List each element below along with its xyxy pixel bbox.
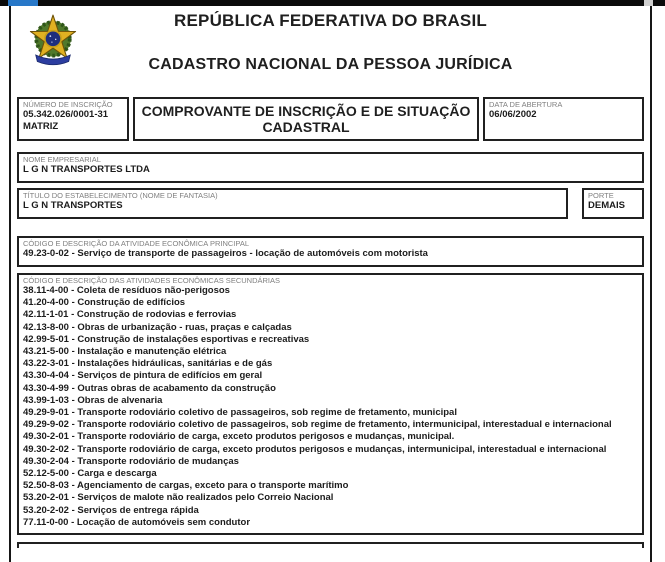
activity-item: 49.29-9-02 - Transporte rodoviário coletivo de passageiros, sob regime de fretamento, intermunicipal, interestadual e internacional	[23, 419, 612, 431]
activity-item: 43.21-5-00 - Instalação e manutenção elétrica	[23, 346, 227, 358]
activity-item: 38.11-4-00 - Coleta de resíduos não-perigosos	[23, 285, 230, 296]
activity-item: 77.11-0-00 - Locação de automóveis sem condutor	[23, 516, 251, 528]
next-section-partial-box	[17, 542, 644, 548]
secondary-activities-label: CÓDIGO E DESCRIÇÃO DAS ATIVIDADES ECONÔMICAS SECUNDÁRIAS	[23, 276, 280, 285]
republic-title: REPÚBLICA FEDERATIVA DO BRASIL	[174, 11, 487, 30]
company-size-value: DEMAIS	[588, 200, 625, 211]
activity-item: 53.20-2-02 - Serviços de entrega rápida	[23, 504, 199, 516]
secondary-activities-list	[23, 285, 638, 529]
company-name-box	[17, 152, 644, 183]
identification-row	[17, 97, 644, 141]
company-size-box	[582, 188, 644, 219]
activity-item: 42.99-5-01 - Construção de instalações esportivas e recreativas	[23, 333, 310, 345]
trade-name-value: L G N TRANSPORTES	[23, 200, 123, 211]
certificate-title: COMPROVANTE DE INSCRIÇÃO E DE SITUAÇÃO CADASTRAL	[141, 102, 471, 135]
activity-item: 41.20-4-00 - Construção de edifícios	[23, 297, 186, 309]
activity-item: 42.11-1-01 - Construção de rodovias e ferrovias	[23, 309, 237, 321]
main-activity-box	[17, 236, 644, 267]
document-header	[17, 6, 644, 92]
trade-name-box	[17, 188, 568, 219]
activity-item: 49.30-2-04 - Transporte rodoviário de mudanças	[23, 455, 239, 467]
activity-item: 52.12-5-00 - Carga e descarga	[23, 468, 157, 480]
activity-item: 49.30-2-02 - Transporte rodoviário de carga, exceto produtos perigosos e mudanças, intermunicipal, interestadual e internacional	[23, 443, 607, 455]
activity-item: 49.30-2-01 - Transporte rodoviário de carga, exceto produtos perigosos e mudanças, municipal.	[23, 431, 455, 443]
activity-item: 42.13-8-00 - Obras de urbanização - ruas, praças e calçadas	[23, 321, 292, 333]
trade-name-row	[17, 188, 644, 219]
activity-item: 49.29-9-01 - Transporte rodoviário coletivo de passageiros, sob regime de fretamento, municipal	[23, 407, 457, 419]
certificate-title-box	[133, 97, 479, 141]
company-name-row	[17, 152, 644, 183]
registration-number-value: 05.342.026/0001-31	[23, 109, 109, 120]
activity-item: 43.99-1-03 - Obras de alvenaria	[23, 394, 163, 406]
secondary-activities-row	[17, 273, 644, 535]
main-activity-label: CÓDIGO E DESCRIÇÃO DA ATIVIDADE ECONÔMICA PRINCIPAL	[23, 239, 250, 248]
company-name-value: L G N TRANSPORTES LTDA	[23, 164, 150, 175]
main-activity-row	[17, 236, 644, 267]
registry-title: CADASTRO NACIONAL DA PESSOA JURÍDICA	[148, 56, 513, 73]
document-page	[9, 6, 652, 562]
registration-number-box	[17, 97, 129, 141]
opening-date-box	[483, 97, 644, 141]
registration-branch-type: MATRIZ	[23, 121, 59, 132]
activity-item: 43.30-4-99 - Outras obras de acabamento da construção	[23, 382, 276, 394]
trade-name-label: TÍTULO DO ESTABELECIMENTO (NOME DE FANTASIA)	[23, 191, 218, 200]
activity-item: 52.50-8-03 - Agenciamento de cargas, exceto para o transporte marítimo	[23, 480, 349, 492]
activity-item: 43.30-4-04 - Serviços de pintura de edifícios em geral	[23, 370, 263, 382]
opening-date-label: DATA DE ABERTURA	[489, 100, 563, 109]
company-name-label: NOME EMPRESARIAL	[23, 155, 101, 164]
main-activity-value: 49.23-0-02 - Serviço de transporte de passageiros - locação de automóveis com motorista	[23, 248, 428, 259]
company-size-label: PORTE	[588, 191, 614, 200]
secondary-activities-box	[17, 273, 644, 535]
activity-item: 53.20-2-01 - Serviços de malote não realizados pelo Correio Nacional	[23, 492, 334, 504]
opening-date-value: 06/06/2002	[489, 109, 537, 120]
activity-item: 43.22-3-01 - Instalações hidráulicas, sanitárias e de gás	[23, 358, 273, 370]
registration-number-label: NÚMERO DE INSCRIÇÃO	[23, 100, 113, 109]
